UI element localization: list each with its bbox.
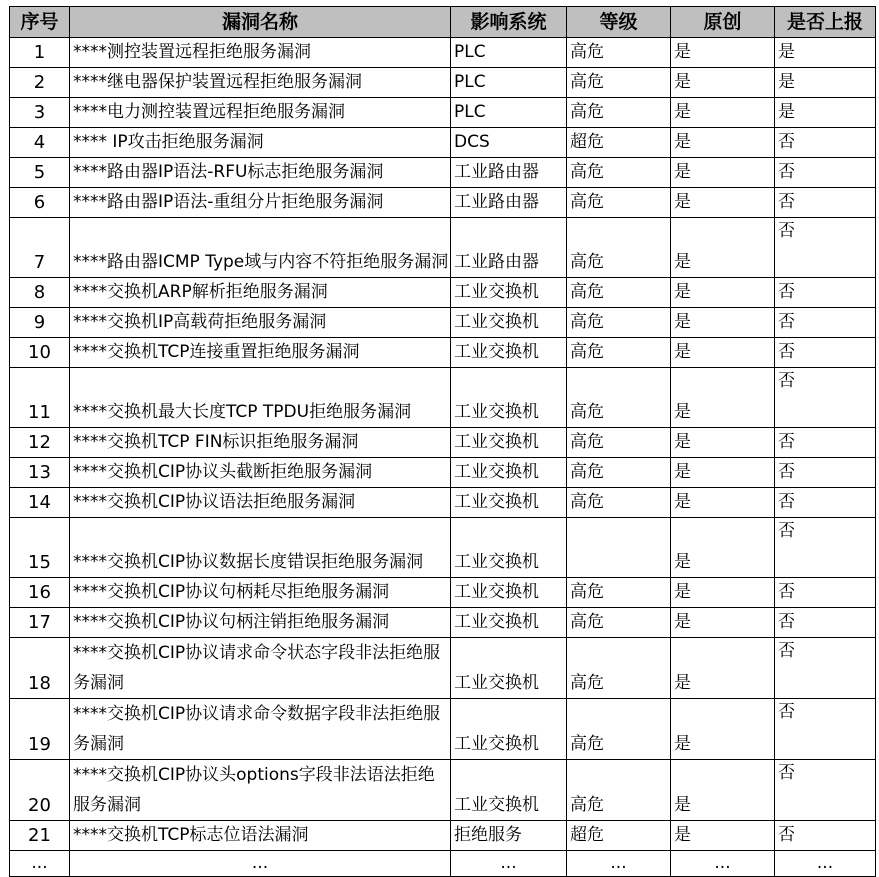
vuln-name: ****交换机CIP协议头截断拒绝服务漏洞: [70, 458, 451, 488]
row-number: 18: [10, 638, 70, 699]
affected-system: 工业交换机: [451, 428, 567, 458]
reported-flag: 否: [775, 488, 876, 518]
severity-level: 高危: [567, 760, 671, 821]
table-row: [10, 188, 876, 218]
original-flag: 是: [671, 578, 775, 608]
vuln-name: ****交换机CIP协议语法拒绝服务漏洞: [70, 488, 451, 518]
ellipsis-cell: ...: [567, 851, 671, 877]
table-row: [10, 518, 876, 578]
row-number: 7: [10, 218, 70, 278]
vuln-name: ****电力测控装置远程拒绝服务漏洞: [70, 98, 451, 128]
table-row: [10, 578, 876, 608]
vuln-name: ****交换机TCP标志位语法漏洞: [70, 821, 451, 851]
original-flag: 是: [671, 488, 775, 518]
col-header-reported: 是否上报: [775, 7, 876, 38]
table-row: [10, 278, 876, 308]
reported-flag: 否: [775, 218, 876, 278]
severity-level: 高危: [567, 218, 671, 278]
row-number: 6: [10, 188, 70, 218]
affected-system: 工业交换机: [451, 458, 567, 488]
table-row: [10, 158, 876, 188]
reported-flag: 否: [775, 188, 876, 218]
affected-system: 工业交换机: [451, 338, 567, 368]
severity-level: 高危: [567, 428, 671, 458]
original-flag: 是: [671, 638, 775, 699]
vuln-name: ****继电器保护装置远程拒绝服务漏洞: [70, 68, 451, 98]
row-number: 14: [10, 488, 70, 518]
reported-flag: 否: [775, 518, 876, 578]
severity-level: 高危: [567, 98, 671, 128]
ellipsis-cell: ...: [70, 851, 451, 877]
reported-flag: 否: [775, 458, 876, 488]
row-number: 3: [10, 98, 70, 128]
severity-level: 高危: [567, 278, 671, 308]
vuln-name: ****交换机CIP协议请求命令状态字段非法拒绝服务漏洞: [70, 638, 451, 699]
severity-level: 超危: [567, 128, 671, 158]
vuln-name: ****交换机CIP协议数据长度错误拒绝服务漏洞: [70, 518, 451, 578]
original-flag: 是: [671, 518, 775, 578]
severity-level: 高危: [567, 608, 671, 638]
col-header-level: 等级: [567, 7, 671, 38]
vuln-name: **** IP攻击拒绝服务漏洞: [70, 128, 451, 158]
affected-system: 拒绝服务: [451, 821, 567, 851]
table-row: [10, 699, 876, 760]
affected-system: PLC: [451, 68, 567, 98]
vuln-name: ****交换机最大长度TCP TPDU拒绝服务漏洞: [70, 368, 451, 428]
table-row: [10, 638, 876, 699]
vulnerability-table: [9, 6, 876, 877]
affected-system: 工业交换机: [451, 578, 567, 608]
original-flag: 是: [671, 128, 775, 158]
vuln-name: ****路由器ICMP Type域与内容不符拒绝服务漏洞: [70, 218, 451, 278]
severity-level: 高危: [567, 578, 671, 608]
reported-flag: 否: [775, 578, 876, 608]
reported-flag: 否: [775, 428, 876, 458]
severity-level: 高危: [567, 188, 671, 218]
affected-system: DCS: [451, 128, 567, 158]
col-header-no: 序号: [10, 7, 70, 38]
row-number: 13: [10, 458, 70, 488]
row-number: 15: [10, 518, 70, 578]
row-number: 12: [10, 428, 70, 458]
row-number: 10: [10, 338, 70, 368]
original-flag: 是: [671, 68, 775, 98]
severity-level: 高危: [567, 68, 671, 98]
severity-level: 高危: [567, 308, 671, 338]
table-row: [10, 458, 876, 488]
row-number: 4: [10, 128, 70, 158]
table-row: [10, 368, 876, 428]
severity-level: 高危: [567, 638, 671, 699]
affected-system: PLC: [451, 38, 567, 68]
affected-system: 工业路由器: [451, 158, 567, 188]
severity-level: 高危: [567, 338, 671, 368]
reported-flag: 否: [775, 638, 876, 699]
severity-level: 超危: [567, 821, 671, 851]
affected-system: 工业交换机: [451, 308, 567, 338]
header-row: [10, 7, 876, 38]
severity-level: [567, 518, 671, 578]
reported-flag: 是: [775, 38, 876, 68]
vuln-name: ****交换机CIP协议句柄耗尽拒绝服务漏洞: [70, 578, 451, 608]
table-row: [10, 608, 876, 638]
ellipsis-cell: ...: [671, 851, 775, 877]
original-flag: 是: [671, 458, 775, 488]
reported-flag: 否: [775, 699, 876, 760]
table-row: [10, 68, 876, 98]
original-flag: 是: [671, 428, 775, 458]
vuln-name: ****路由器IP语法-重组分片拒绝服务漏洞: [70, 188, 451, 218]
vuln-name: ****交换机CIP协议头options字段非法语法拒绝服务漏洞: [70, 760, 451, 821]
row-number: 21: [10, 821, 70, 851]
reported-flag: 是: [775, 68, 876, 98]
table-row: [10, 218, 876, 278]
affected-system: 工业交换机: [451, 368, 567, 428]
affected-system: 工业交换机: [451, 638, 567, 699]
row-number: 20: [10, 760, 70, 821]
row-number: 16: [10, 578, 70, 608]
reported-flag: 否: [775, 760, 876, 821]
vuln-name: ****交换机TCP连接重置拒绝服务漏洞: [70, 338, 451, 368]
affected-system: 工业交换机: [451, 760, 567, 821]
reported-flag: 否: [775, 368, 876, 428]
reported-flag: 否: [775, 308, 876, 338]
ellipsis-cell: ...: [451, 851, 567, 877]
severity-level: 高危: [567, 368, 671, 428]
row-number: 5: [10, 158, 70, 188]
row-number: 9: [10, 308, 70, 338]
ellipsis-cell: ...: [775, 851, 876, 877]
table-row: [10, 128, 876, 158]
original-flag: 是: [671, 188, 775, 218]
table-row: [10, 428, 876, 458]
vuln-name: ****路由器IP语法-RFU标志拒绝服务漏洞: [70, 158, 451, 188]
ellipsis-cell: ...: [10, 851, 70, 877]
original-flag: 是: [671, 218, 775, 278]
vuln-name: ****交换机CIP协议句柄注销拒绝服务漏洞: [70, 608, 451, 638]
severity-level: 高危: [567, 38, 671, 68]
original-flag: 是: [671, 760, 775, 821]
original-flag: 是: [671, 821, 775, 851]
row-number: 1: [10, 38, 70, 68]
reported-flag: 否: [775, 128, 876, 158]
vuln-name: ****交换机CIP协议请求命令数据字段非法拒绝服务漏洞: [70, 699, 451, 760]
table-row: [10, 308, 876, 338]
row-number: 2: [10, 68, 70, 98]
table-row: [10, 338, 876, 368]
reported-flag: 否: [775, 158, 876, 188]
affected-system: PLC: [451, 98, 567, 128]
severity-level: 高危: [567, 458, 671, 488]
original-flag: 是: [671, 38, 775, 68]
affected-system: 工业交换机: [451, 608, 567, 638]
affected-system: 工业交换机: [451, 278, 567, 308]
vuln-name: ****交换机IP高载荷拒绝服务漏洞: [70, 308, 451, 338]
original-flag: 是: [671, 158, 775, 188]
table-row: [10, 38, 876, 68]
original-flag: 是: [671, 308, 775, 338]
ellipsis-row: [10, 851, 876, 877]
affected-system: 工业交换机: [451, 699, 567, 760]
vuln-name: ****交换机TCP FIN标识拒绝服务漏洞: [70, 428, 451, 458]
original-flag: 是: [671, 608, 775, 638]
row-number: 19: [10, 699, 70, 760]
severity-level: 高危: [567, 699, 671, 760]
original-flag: 是: [671, 98, 775, 128]
row-number: 17: [10, 608, 70, 638]
affected-system: 工业路由器: [451, 188, 567, 218]
col-header-original: 原创: [671, 7, 775, 38]
table-row: [10, 760, 876, 821]
col-header-system: 影响系统: [451, 7, 567, 38]
original-flag: 是: [671, 338, 775, 368]
col-header-name: 漏洞名称: [70, 7, 451, 38]
original-flag: 是: [671, 278, 775, 308]
table-row: [10, 821, 876, 851]
vuln-name: ****测控装置远程拒绝服务漏洞: [70, 38, 451, 68]
row-number: 8: [10, 278, 70, 308]
reported-flag: 否: [775, 338, 876, 368]
row-number: 11: [10, 368, 70, 428]
table-row: [10, 488, 876, 518]
reported-flag: 否: [775, 278, 876, 308]
severity-level: 高危: [567, 488, 671, 518]
affected-system: 工业交换机: [451, 518, 567, 578]
severity-level: 高危: [567, 158, 671, 188]
affected-system: 工业路由器: [451, 218, 567, 278]
affected-system: 工业交换机: [451, 488, 567, 518]
table-row: [10, 98, 876, 128]
reported-flag: 否: [775, 608, 876, 638]
original-flag: 是: [671, 699, 775, 760]
reported-flag: 否: [775, 821, 876, 851]
original-flag: 是: [671, 368, 775, 428]
vuln-name: ****交换机ARP解析拒绝服务漏洞: [70, 278, 451, 308]
reported-flag: 是: [775, 98, 876, 128]
